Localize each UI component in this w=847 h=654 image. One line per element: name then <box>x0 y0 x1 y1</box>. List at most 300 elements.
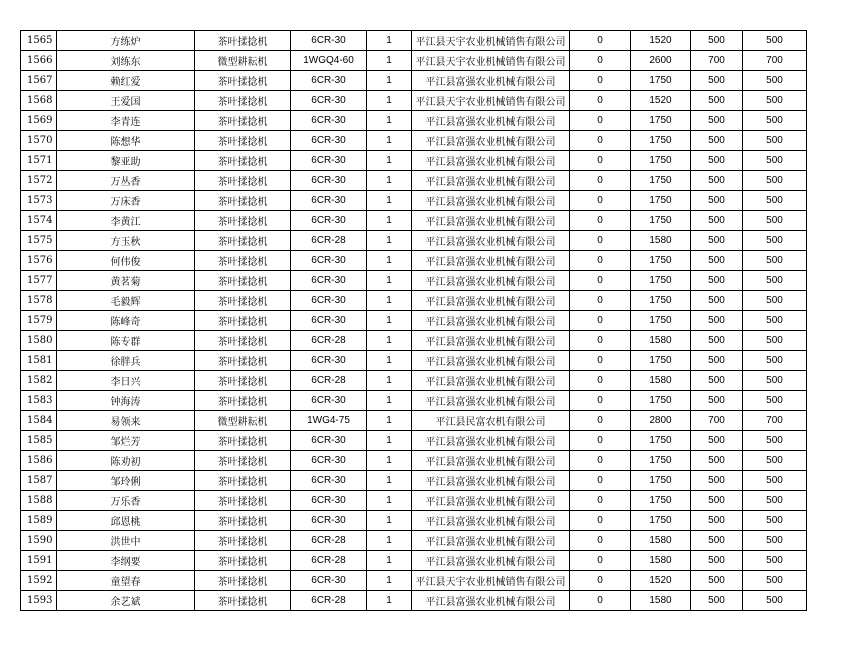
cell-subsidy-a: 500 <box>691 31 743 51</box>
cell-quantity: 1 <box>367 311 412 331</box>
cell-subsidy-a: 500 <box>691 171 743 191</box>
cell-subsidy-a: 500 <box>691 371 743 391</box>
cell-quantity: 1 <box>367 551 412 571</box>
cell-model: 6CR-30 <box>291 571 367 591</box>
cell-model: 6CR-30 <box>291 491 367 511</box>
cell-quantity: 1 <box>367 231 412 251</box>
table-row <box>21 471 807 491</box>
cell-quantity: 1 <box>367 431 412 451</box>
cell-quantity: 1 <box>367 491 412 511</box>
table-row <box>21 191 807 211</box>
cell-quantity: 1 <box>367 511 412 531</box>
cell-serial: 1576 <box>21 251 57 271</box>
cell-zero: 0 <box>570 331 631 351</box>
cell-dealer: 平江县天宇农业机械销售有限公司 <box>412 51 570 71</box>
cell-subsidy-b: 500 <box>743 431 807 451</box>
cell-name: 何伟俊 <box>57 251 195 271</box>
cell-zero: 0 <box>570 111 631 131</box>
cell-price: 1580 <box>631 371 691 391</box>
cell-dealer: 平江县富强农业机械有限公司 <box>412 71 570 91</box>
table-row <box>21 391 807 411</box>
cell-price: 1750 <box>631 211 691 231</box>
cell-zero: 0 <box>570 291 631 311</box>
table-row <box>21 151 807 171</box>
cell-subsidy-b: 500 <box>743 531 807 551</box>
cell-dealer: 平江县富强农业机械有限公司 <box>412 251 570 271</box>
cell-zero: 0 <box>570 591 631 611</box>
cell-machine-type: 茶叶揉捻机 <box>195 491 291 511</box>
cell-price: 1520 <box>631 91 691 111</box>
cell-machine-type: 茶叶揉捻机 <box>195 331 291 351</box>
cell-zero: 0 <box>570 251 631 271</box>
cell-subsidy-a: 500 <box>691 591 743 611</box>
cell-name: 刘练东 <box>57 51 195 71</box>
cell-dealer: 平江县富强农业机械有限公司 <box>412 491 570 511</box>
cell-name: 钟海涛 <box>57 391 195 411</box>
cell-serial: 1575 <box>21 231 57 251</box>
table-row <box>21 271 807 291</box>
cell-model: 6CR-30 <box>291 191 367 211</box>
cell-model: 6CR-28 <box>291 371 367 391</box>
cell-zero: 0 <box>570 471 631 491</box>
cell-zero: 0 <box>570 51 631 71</box>
cell-subsidy-b: 500 <box>743 131 807 151</box>
cell-dealer: 平江县富强农业机械有限公司 <box>412 331 570 351</box>
cell-name: 邱恩桃 <box>57 511 195 531</box>
cell-serial: 1569 <box>21 111 57 131</box>
table-row <box>21 251 807 271</box>
cell-quantity: 1 <box>367 191 412 211</box>
cell-model: 6CR-30 <box>291 291 367 311</box>
cell-price: 1750 <box>631 351 691 371</box>
cell-dealer: 平江县富强农业机械有限公司 <box>412 451 570 471</box>
cell-price: 1750 <box>631 271 691 291</box>
cell-machine-type: 茶叶揉捻机 <box>195 211 291 231</box>
cell-model: 6CR-30 <box>291 111 367 131</box>
cell-subsidy-a: 500 <box>691 91 743 111</box>
cell-subsidy-a: 500 <box>691 471 743 491</box>
cell-quantity: 1 <box>367 151 412 171</box>
cell-zero: 0 <box>570 231 631 251</box>
table-row <box>21 111 807 131</box>
cell-serial: 1572 <box>21 171 57 191</box>
cell-price: 1750 <box>631 511 691 531</box>
cell-subsidy-b: 500 <box>743 31 807 51</box>
cell-machine-type: 茶叶揉捻机 <box>195 91 291 111</box>
cell-subsidy-a: 700 <box>691 411 743 431</box>
table-row <box>21 531 807 551</box>
cell-price: 1750 <box>631 171 691 191</box>
cell-machine-type: 茶叶揉捻机 <box>195 351 291 371</box>
cell-machine-type: 微型耕耘机 <box>195 51 291 71</box>
cell-model: 6CR-30 <box>291 131 367 151</box>
cell-dealer: 平江县富强农业机械有限公司 <box>412 371 570 391</box>
table-row <box>21 71 807 91</box>
cell-serial: 1581 <box>21 351 57 371</box>
cell-serial: 1577 <box>21 271 57 291</box>
cell-zero: 0 <box>570 511 631 531</box>
table-row <box>21 51 807 71</box>
cell-name: 黎亚助 <box>57 151 195 171</box>
cell-zero: 0 <box>570 271 631 291</box>
cell-model: 6CR-30 <box>291 311 367 331</box>
cell-subsidy-b: 500 <box>743 291 807 311</box>
cell-name: 童望春 <box>57 571 195 591</box>
cell-serial: 1583 <box>21 391 57 411</box>
cell-subsidy-a: 500 <box>691 391 743 411</box>
cell-subsidy-b: 500 <box>743 151 807 171</box>
cell-machine-type: 茶叶揉捻机 <box>195 571 291 591</box>
cell-dealer: 平江县富强农业机械有限公司 <box>412 311 570 331</box>
cell-model: 6CR-28 <box>291 231 367 251</box>
cell-serial: 1586 <box>21 451 57 471</box>
cell-dealer: 平江县天宇农业机械销售有限公司 <box>412 31 570 51</box>
cell-quantity: 1 <box>367 471 412 491</box>
cell-subsidy-b: 700 <box>743 411 807 431</box>
table-row <box>21 511 807 531</box>
cell-quantity: 1 <box>367 331 412 351</box>
cell-price: 1580 <box>631 331 691 351</box>
cell-subsidy-b: 500 <box>743 311 807 331</box>
cell-quantity: 1 <box>367 211 412 231</box>
cell-quantity: 1 <box>367 571 412 591</box>
cell-zero: 0 <box>570 131 631 151</box>
cell-zero: 0 <box>570 551 631 571</box>
cell-quantity: 1 <box>367 271 412 291</box>
cell-subsidy-b: 500 <box>743 91 807 111</box>
cell-subsidy-a: 500 <box>691 131 743 151</box>
cell-machine-type: 茶叶揉捻机 <box>195 31 291 51</box>
cell-subsidy-b: 500 <box>743 511 807 531</box>
cell-model: 6CR-28 <box>291 531 367 551</box>
cell-price: 2800 <box>631 411 691 431</box>
cell-name: 赖红爱 <box>57 71 195 91</box>
cell-dealer: 平江县民富农机有限公司 <box>412 411 570 431</box>
cell-model: 6CR-30 <box>291 271 367 291</box>
cell-subsidy-b: 700 <box>743 51 807 71</box>
cell-zero: 0 <box>570 151 631 171</box>
cell-subsidy-a: 500 <box>691 271 743 291</box>
cell-zero: 0 <box>570 411 631 431</box>
cell-price: 1750 <box>631 191 691 211</box>
cell-subsidy-b: 500 <box>743 211 807 231</box>
table-row <box>21 211 807 231</box>
cell-zero: 0 <box>570 431 631 451</box>
cell-name: 方练炉 <box>57 31 195 51</box>
table-body <box>21 31 807 611</box>
cell-model: 6CR-30 <box>291 471 367 491</box>
cell-model: 6CR-30 <box>291 31 367 51</box>
cell-name: 万乐香 <box>57 491 195 511</box>
cell-name: 陈专群 <box>57 331 195 351</box>
cell-subsidy-a: 500 <box>691 231 743 251</box>
table-row <box>21 91 807 111</box>
cell-price: 1750 <box>631 131 691 151</box>
cell-subsidy-a: 500 <box>691 491 743 511</box>
cell-subsidy-b: 500 <box>743 371 807 391</box>
cell-serial: 1589 <box>21 511 57 531</box>
cell-subsidy-a: 500 <box>691 251 743 271</box>
cell-machine-type: 茶叶揉捻机 <box>195 371 291 391</box>
cell-subsidy-a: 500 <box>691 111 743 131</box>
cell-name: 万床香 <box>57 191 195 211</box>
cell-zero: 0 <box>570 91 631 111</box>
cell-subsidy-a: 500 <box>691 451 743 471</box>
cell-serial: 1573 <box>21 191 57 211</box>
table-row <box>21 131 807 151</box>
cell-subsidy-a: 700 <box>691 51 743 71</box>
cell-price: 1750 <box>631 431 691 451</box>
cell-zero: 0 <box>570 491 631 511</box>
cell-price: 1750 <box>631 151 691 171</box>
cell-price: 1750 <box>631 451 691 471</box>
cell-subsidy-b: 500 <box>743 471 807 491</box>
cell-serial: 1567 <box>21 71 57 91</box>
cell-price: 1520 <box>631 571 691 591</box>
cell-name: 陈想华 <box>57 131 195 151</box>
cell-serial: 1580 <box>21 331 57 351</box>
cell-zero: 0 <box>570 371 631 391</box>
cell-price: 2600 <box>631 51 691 71</box>
cell-serial: 1582 <box>21 371 57 391</box>
cell-subsidy-a: 500 <box>691 191 743 211</box>
cell-machine-type: 茶叶揉捻机 <box>195 471 291 491</box>
cell-name: 余艺斌 <box>57 591 195 611</box>
cell-machine-type: 茶叶揉捻机 <box>195 151 291 171</box>
cell-dealer: 平江县富强农业机械有限公司 <box>412 231 570 251</box>
cell-name: 易领来 <box>57 411 195 431</box>
cell-model: 6CR-30 <box>291 151 367 171</box>
cell-machine-type: 茶叶揉捻机 <box>195 531 291 551</box>
cell-price: 1750 <box>631 311 691 331</box>
cell-serial: 1584 <box>21 411 57 431</box>
cell-subsidy-b: 500 <box>743 491 807 511</box>
cell-quantity: 1 <box>367 51 412 71</box>
cell-quantity: 1 <box>367 411 412 431</box>
cell-dealer: 平江县富强农业机械有限公司 <box>412 431 570 451</box>
cell-serial: 1587 <box>21 471 57 491</box>
cell-zero: 0 <box>570 191 631 211</box>
cell-dealer: 平江县富强农业机械有限公司 <box>412 211 570 231</box>
table-row <box>21 171 807 191</box>
cell-model: 6CR-30 <box>291 211 367 231</box>
cell-machine-type: 茶叶揉捻机 <box>195 391 291 411</box>
cell-zero: 0 <box>570 311 631 331</box>
cell-subsidy-b: 500 <box>743 591 807 611</box>
cell-price: 1580 <box>631 231 691 251</box>
cell-price: 1750 <box>631 291 691 311</box>
cell-model: 6CR-28 <box>291 331 367 351</box>
table-row <box>21 431 807 451</box>
cell-model: 6CR-30 <box>291 451 367 471</box>
cell-machine-type: 茶叶揉捻机 <box>195 111 291 131</box>
cell-price: 1750 <box>631 471 691 491</box>
cell-name: 李黄江 <box>57 211 195 231</box>
cell-subsidy-a: 500 <box>691 531 743 551</box>
cell-machine-type: 茶叶揉捻机 <box>195 131 291 151</box>
cell-machine-type: 茶叶揉捻机 <box>195 551 291 571</box>
cell-zero: 0 <box>570 531 631 551</box>
cell-quantity: 1 <box>367 71 412 91</box>
cell-model: 6CR-28 <box>291 591 367 611</box>
cell-quantity: 1 <box>367 111 412 131</box>
cell-quantity: 1 <box>367 531 412 551</box>
cell-model: 6CR-30 <box>291 71 367 91</box>
cell-dealer: 平江县富强农业机械有限公司 <box>412 591 570 611</box>
cell-machine-type: 茶叶揉捻机 <box>195 591 291 611</box>
cell-machine-type: 茶叶揉捻机 <box>195 431 291 451</box>
cell-dealer: 平江县富强农业机械有限公司 <box>412 391 570 411</box>
cell-dealer: 平江县富强农业机械有限公司 <box>412 171 570 191</box>
cell-dealer: 平江县富强农业机械有限公司 <box>412 511 570 531</box>
cell-subsidy-a: 500 <box>691 431 743 451</box>
cell-serial: 1565 <box>21 31 57 51</box>
cell-price: 1750 <box>631 71 691 91</box>
cell-model: 1WGQ4-60 <box>291 51 367 71</box>
cell-subsidy-a: 500 <box>691 351 743 371</box>
cell-serial: 1570 <box>21 131 57 151</box>
cell-zero: 0 <box>570 71 631 91</box>
cell-quantity: 1 <box>367 391 412 411</box>
cell-machine-type: 茶叶揉捻机 <box>195 291 291 311</box>
cell-price: 1750 <box>631 111 691 131</box>
table-row <box>21 411 807 431</box>
cell-quantity: 1 <box>367 451 412 471</box>
cell-model: 6CR-30 <box>291 351 367 371</box>
cell-model: 6CR-30 <box>291 391 367 411</box>
cell-dealer: 平江县富强农业机械有限公司 <box>412 131 570 151</box>
cell-name: 万丛香 <box>57 171 195 191</box>
document-page <box>20 30 806 611</box>
cell-dealer: 平江县天宇农业机械销售有限公司 <box>412 91 570 111</box>
cell-machine-type: 茶叶揉捻机 <box>195 231 291 251</box>
table-row <box>21 331 807 351</box>
cell-subsidy-b: 500 <box>743 551 807 571</box>
cell-quantity: 1 <box>367 131 412 151</box>
cell-subsidy-b: 500 <box>743 571 807 591</box>
cell-zero: 0 <box>570 211 631 231</box>
cell-subsidy-a: 500 <box>691 311 743 331</box>
cell-subsidy-a: 500 <box>691 551 743 571</box>
cell-model: 6CR-30 <box>291 431 367 451</box>
cell-name: 毛毅辉 <box>57 291 195 311</box>
cell-machine-type: 微型耕耘机 <box>195 411 291 431</box>
cell-quantity: 1 <box>367 371 412 391</box>
cell-name: 李青连 <box>57 111 195 131</box>
cell-serial: 1588 <box>21 491 57 511</box>
cell-dealer: 平江县富强农业机械有限公司 <box>412 351 570 371</box>
cell-model: 1WG4-75 <box>291 411 367 431</box>
cell-price: 1580 <box>631 591 691 611</box>
table-row <box>21 31 807 51</box>
cell-serial: 1592 <box>21 571 57 591</box>
cell-zero: 0 <box>570 351 631 371</box>
cell-name: 陈峰奇 <box>57 311 195 331</box>
cell-subsidy-b: 500 <box>743 71 807 91</box>
cell-machine-type: 茶叶揉捻机 <box>195 271 291 291</box>
cell-subsidy-b: 500 <box>743 251 807 271</box>
cell-name: 陈劝初 <box>57 451 195 471</box>
cell-quantity: 1 <box>367 31 412 51</box>
cell-machine-type: 茶叶揉捻机 <box>195 171 291 191</box>
cell-machine-type: 茶叶揉捻机 <box>195 451 291 471</box>
table-row <box>21 371 807 391</box>
table-row <box>21 231 807 251</box>
cell-dealer: 平江县富强农业机械有限公司 <box>412 291 570 311</box>
cell-quantity: 1 <box>367 591 412 611</box>
cell-zero: 0 <box>570 31 631 51</box>
cell-subsidy-a: 500 <box>691 571 743 591</box>
cell-subsidy-a: 500 <box>691 151 743 171</box>
cell-name: 邹玲俐 <box>57 471 195 491</box>
cell-subsidy-a: 500 <box>691 331 743 351</box>
cell-zero: 0 <box>570 571 631 591</box>
cell-dealer: 平江县富强农业机械有限公司 <box>412 551 570 571</box>
cell-serial: 1578 <box>21 291 57 311</box>
cell-quantity: 1 <box>367 171 412 191</box>
cell-subsidy-b: 500 <box>743 351 807 371</box>
cell-name: 方玉秋 <box>57 231 195 251</box>
cell-machine-type: 茶叶揉捻机 <box>195 311 291 331</box>
cell-dealer: 平江县富强农业机械有限公司 <box>412 471 570 491</box>
table-row <box>21 311 807 331</box>
cell-model: 6CR-28 <box>291 551 367 571</box>
cell-serial: 1568 <box>21 91 57 111</box>
cell-price: 1750 <box>631 391 691 411</box>
cell-dealer: 平江县天宇农业机械销售有限公司 <box>412 571 570 591</box>
cell-subsidy-a: 500 <box>691 511 743 531</box>
cell-price: 1750 <box>631 251 691 271</box>
cell-subsidy-b: 500 <box>743 391 807 411</box>
cell-name: 李纲要 <box>57 551 195 571</box>
cell-quantity: 1 <box>367 291 412 311</box>
cell-subsidy-a: 500 <box>691 71 743 91</box>
cell-model: 6CR-30 <box>291 251 367 271</box>
cell-dealer: 平江县富强农业机械有限公司 <box>412 191 570 211</box>
cell-serial: 1593 <box>21 591 57 611</box>
cell-machine-type: 茶叶揉捻机 <box>195 511 291 531</box>
cell-serial: 1571 <box>21 151 57 171</box>
cell-price: 1750 <box>631 491 691 511</box>
cell-name: 黄茗菊 <box>57 271 195 291</box>
cell-name: 徐胖兵 <box>57 351 195 371</box>
cell-quantity: 1 <box>367 351 412 371</box>
table-row <box>21 491 807 511</box>
cell-serial: 1579 <box>21 311 57 331</box>
cell-name: 李日兴 <box>57 371 195 391</box>
cell-machine-type: 茶叶揉捻机 <box>195 191 291 211</box>
table-row <box>21 351 807 371</box>
cell-zero: 0 <box>570 451 631 471</box>
cell-zero: 0 <box>570 171 631 191</box>
cell-subsidy-b: 500 <box>743 191 807 211</box>
cell-price: 1580 <box>631 551 691 571</box>
cell-subsidy-b: 500 <box>743 271 807 291</box>
cell-subsidy-a: 500 <box>691 211 743 231</box>
table-row <box>21 291 807 311</box>
cell-name: 王爱国 <box>57 91 195 111</box>
cell-name: 洪世中 <box>57 531 195 551</box>
cell-serial: 1566 <box>21 51 57 71</box>
cell-subsidy-b: 500 <box>743 111 807 131</box>
cell-quantity: 1 <box>367 91 412 111</box>
cell-serial: 1590 <box>21 531 57 551</box>
cell-subsidy-b: 500 <box>743 451 807 471</box>
cell-serial: 1574 <box>21 211 57 231</box>
subsidy-table <box>20 30 807 611</box>
cell-dealer: 平江县富强农业机械有限公司 <box>412 531 570 551</box>
cell-model: 6CR-30 <box>291 171 367 191</box>
